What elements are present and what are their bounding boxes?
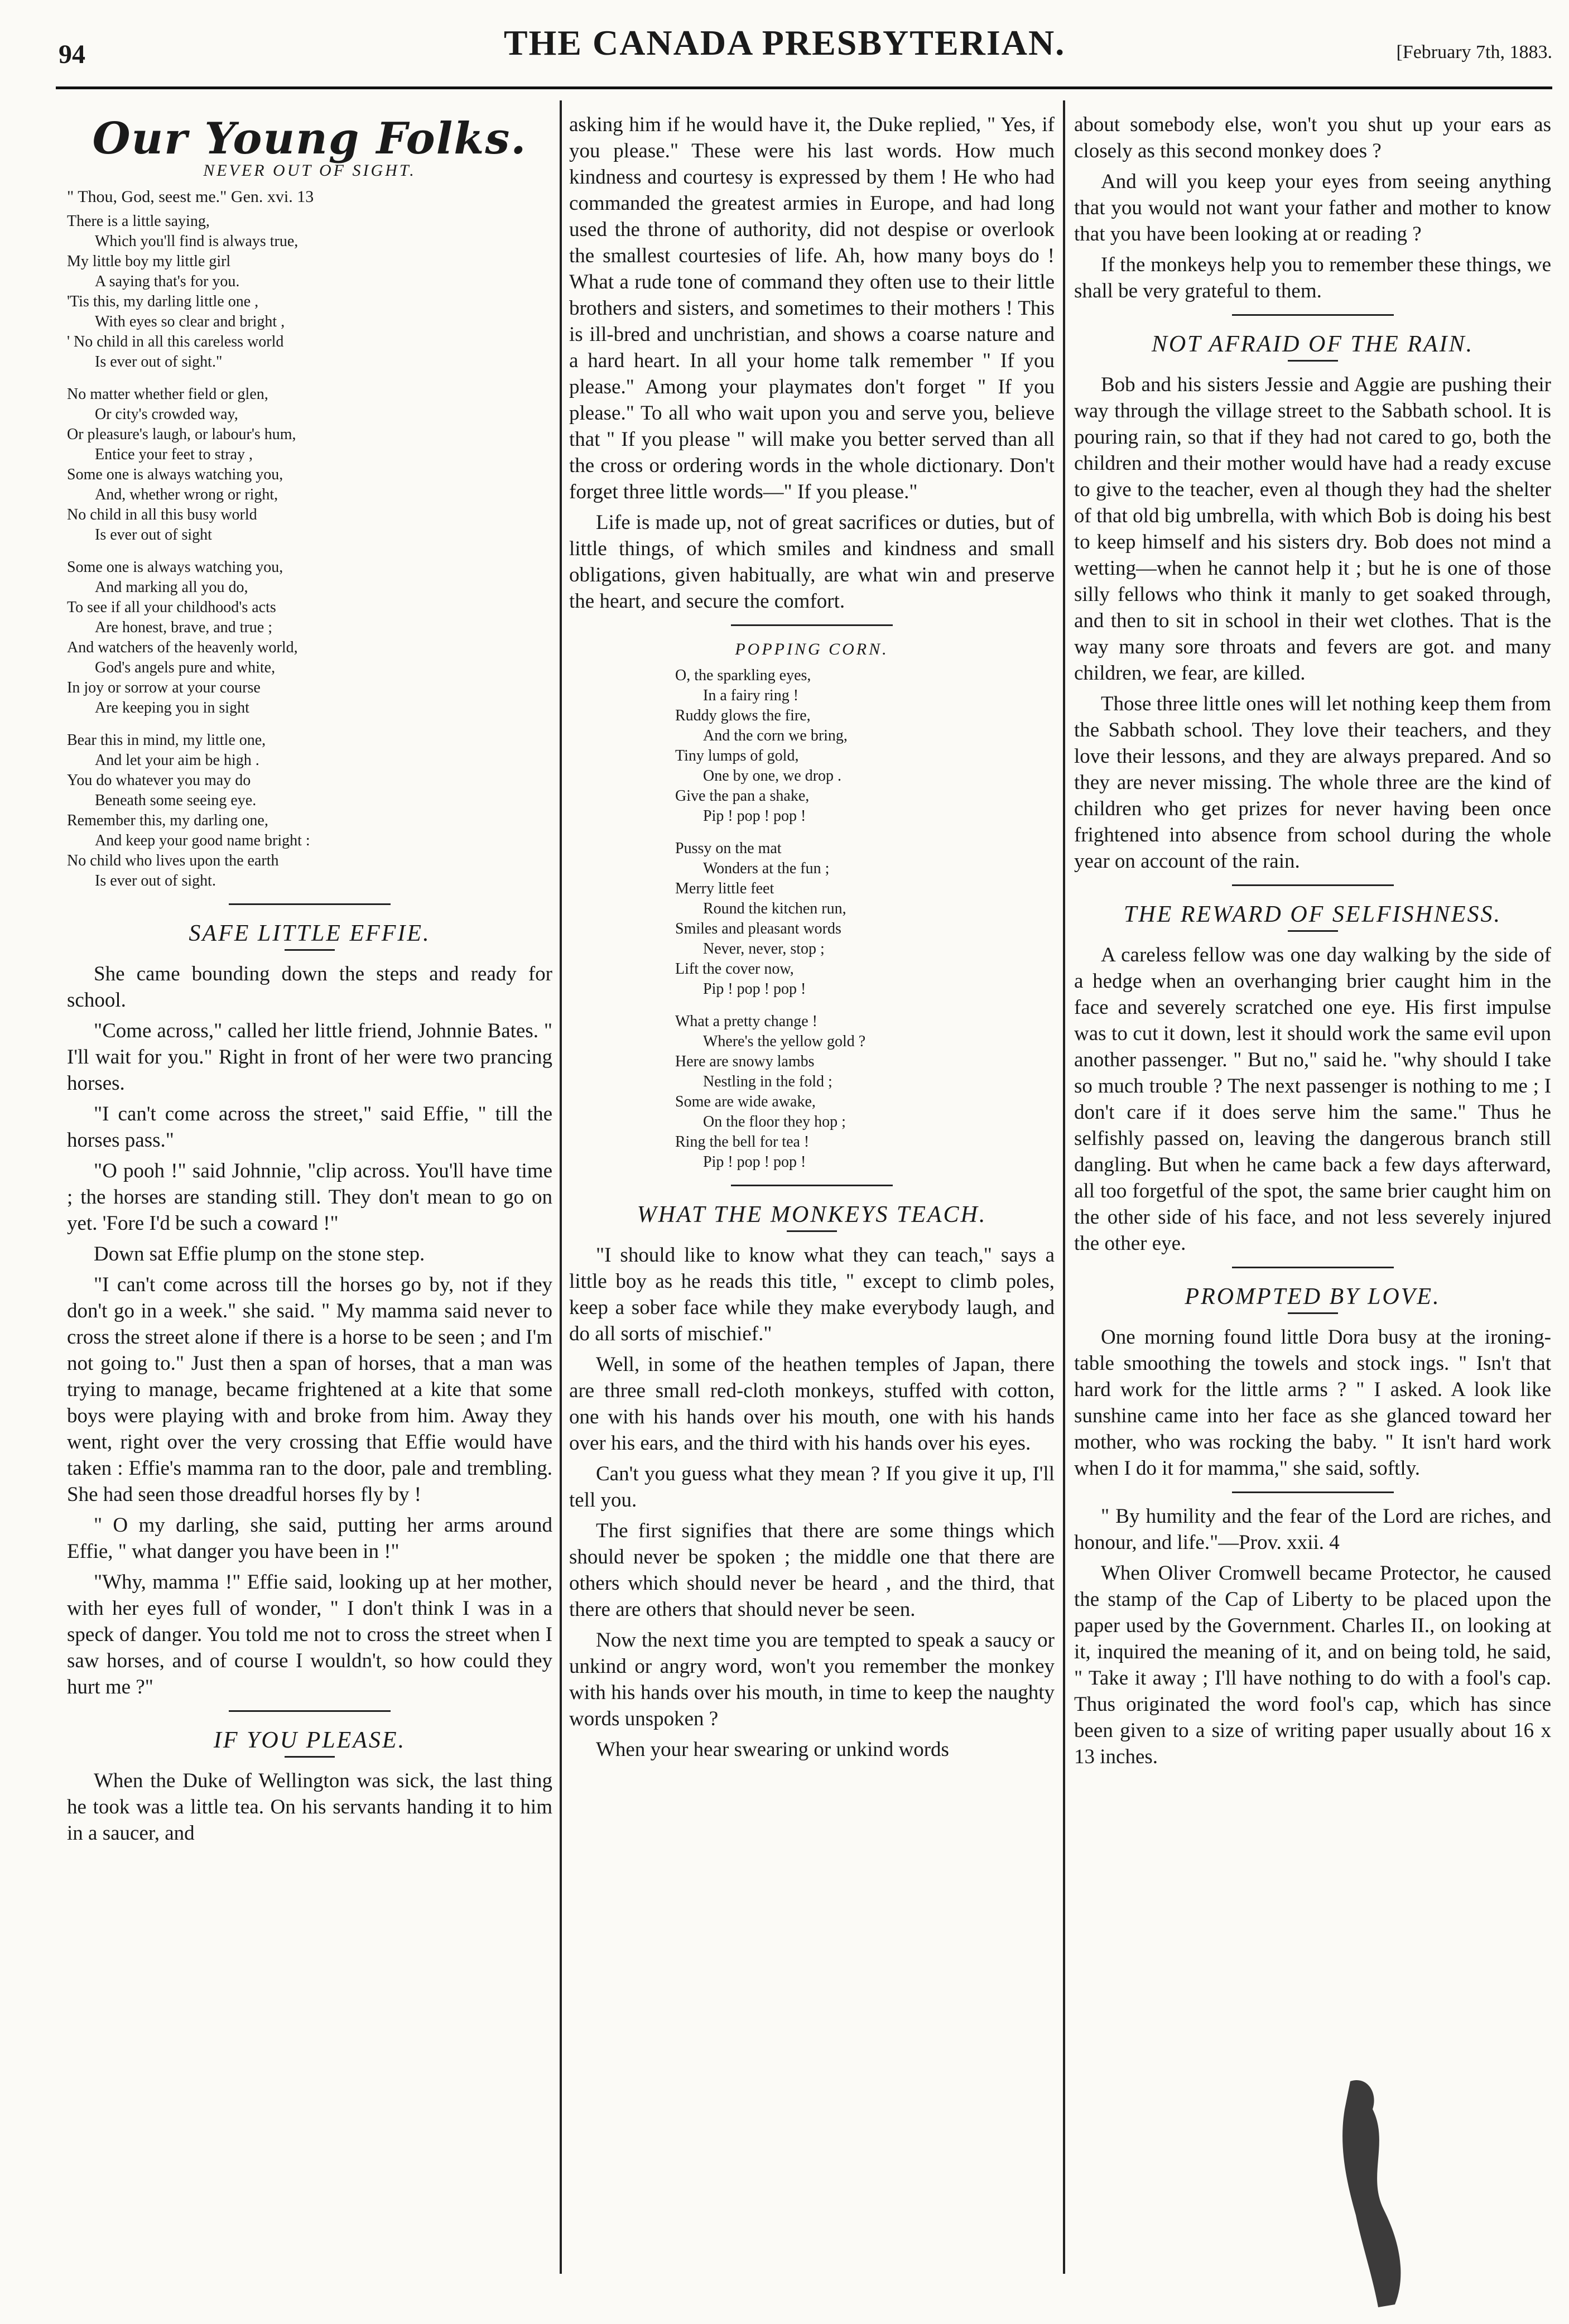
poem-line: No child in all this busy world	[67, 506, 257, 523]
title-rule	[1288, 360, 1338, 362]
poem-line: Some are wide awake,	[675, 1093, 816, 1110]
separator	[229, 903, 391, 905]
poem-line: Never, never, stop ;	[703, 940, 825, 957]
title-rule	[1288, 930, 1338, 932]
article-paragraph: Bob and his sisters Jessie and Aggie are pushing their way through the village street to the Sabbath school. It is pouring rain, so that if they had not cared to go, both the children and their mother would have had a ready excuse to give to the teacher, even al though they had the shelter of that old big umbrella, with which Bob is doing his best to keep himself and his sisters dry. Bob does not mind a wetting—when he cannot help it ; but he is one of those silly fellows who think it manly to get soaked through, and then to sit in school in their wet clothes. That is the way many sore throats and fevers are got. and many children, we fear, are killed.	[1074, 373, 1551, 685]
poem-line: In a fairy ring !	[703, 687, 799, 704]
poem-line: Merry little feet	[675, 880, 774, 897]
column-3	[1074, 112, 1551, 1774]
poem-never-out-of-sight	[67, 187, 552, 891]
article-paragraph: "Come across," called her little friend, Johnnie Bates. " I'll wait for you." Right in front of her were two prancing horses.	[67, 1019, 552, 1095]
article-paragraph: Down sat Effie plump on the stone step.	[94, 1243, 425, 1266]
article-paragraph-cromwell: When Oliver Cromwell became Protector, he caused the stamp of the Cap of Liberty to be placed upon the paper used by the Government. Charles II., on looking at it, inquired the meaning of it, and on being told, he said, " Take it away ; I'll have nothing to do with a fool's cap. Thus originated the word fool's cap, which has since been given to a size of writing paper usually about 16 x 13 inches.	[1074, 1562, 1551, 1768]
poem-line: One by one, we drop .	[703, 767, 842, 785]
separator	[1232, 884, 1394, 886]
article-title: WHAT THE MONKEYS TEACH.	[637, 1202, 987, 1228]
poem-line: No child who lives upon the earth	[67, 852, 279, 869]
page-number: 94	[59, 40, 85, 69]
article-paragraph: Those three little ones will let nothing keep them from the Sabbath school. They love their teachers, and they love their lessons, and they are always prepared. And so they are never missing. The whole three are the kind of children who get prizes for never having been once frightened into absence from school during the whole year on account of the rain.	[1074, 692, 1551, 873]
article-paragraph: A careless fellow was one day walking by the side of a hedge when an overhanging brier caught him in the face and severely scratched one eye. His first impulse was to cut it down, lest it should work the same evil upon another passenger. " But no," said he. "why should I take so much trouble ? The next passenger is nothing to me ; I don't care if it does serve him the same." Thus he selfishly passed on, leaving the dangerous branch still dangling. But when he came back a few days afterward, all too forgetful of the spot, the same brier caught him on the other side of his face, and not less severely injured the other eye.	[1074, 944, 1551, 1255]
poem-line: Here are snowy lambs	[675, 1053, 815, 1070]
poem-line: Which you'll find is always true,	[95, 233, 299, 250]
section-banner: Our Young Folks.	[92, 113, 527, 164]
header-rule	[56, 86, 1552, 89]
article-paragraph: "Why, mamma !" Effie said, looking up at her mother, with her eyes full of wonder, " I don't think I was in a speck of danger. You told me not to cross the street when I saw horses, and of course I wouldn't, so how could they hurt me ?"	[67, 1571, 552, 1699]
poem-line: Or city's crowded way,	[95, 406, 238, 423]
poem-line: What a pretty change !	[675, 1013, 817, 1030]
article-paragraph: "I can't come across the street," said Effie, " till the horses pass."	[67, 1103, 552, 1152]
poem-line: To see if all your childhood's acts	[67, 599, 276, 616]
poem-line: And watchers of the heavenly world,	[67, 639, 298, 656]
title-rule	[285, 1756, 335, 1758]
poem-line: Ruddy glows the fire,	[675, 707, 811, 724]
poem-line: Where's the yellow gold ?	[703, 1033, 866, 1050]
article-paragraph: Life is made up, not of great sacrifices or duties, but of little things, of which smiles and kindness and small obligations, given habitually, are what win and preserve the heart, and secure the comfort.	[569, 511, 1055, 613]
article-paragraph: " O my darling, she said, putting her arms around Effie, " what danger you have been in !"	[67, 1514, 552, 1563]
poem-line: O, the sparkling eyes,	[675, 667, 811, 684]
poem-line: Pip ! pop ! pop !	[703, 807, 806, 825]
article-paragraph: about somebody else, won't you shut up your ears as closely as this second monkey does ?	[1074, 113, 1551, 162]
poem-line: Smiles and pleasant words	[675, 920, 841, 937]
article-body-monkeys	[569, 1242, 1055, 1763]
poem-line: Or pleasure's laugh, or labour's hum,	[67, 426, 296, 443]
poem-line: Pussy on the mat	[675, 840, 782, 857]
article-paragraph: When the Duke of Wellington was sick, the last thing he took was a little tea. On his servants handing it to him in a saucer, and	[67, 1769, 552, 1845]
article-body-effie	[67, 961, 552, 1700]
poem-stanza	[675, 839, 1055, 999]
poem-line: My little boy my little girl	[67, 253, 231, 270]
issue-date: [February 7th, 1883.	[1396, 42, 1552, 62]
poem-line: Give the pan a shake,	[675, 787, 810, 805]
separator	[1232, 1267, 1394, 1268]
poem-epigraph: " Thou, God, seest me." Gen. xvi. 13	[67, 187, 314, 206]
poem-line: With eyes so clear and bright ,	[95, 313, 285, 330]
poem-line: Wonders at the fun ;	[703, 860, 830, 877]
article-paragraph: Can't you guess what they mean ? If you give it up, I'll tell you.	[569, 1462, 1055, 1512]
article-paragraph: She came bounding down the steps and ready for school.	[67, 963, 552, 1012]
poem-stanza	[67, 557, 552, 718]
poem-line: And marking all you do,	[95, 579, 248, 596]
poem-line: And let your aim be high .	[95, 752, 259, 769]
poem-line: Pip ! pop ! pop !	[703, 980, 806, 998]
poem-line: Round the kitchen run,	[703, 900, 846, 917]
poem-line: Ring the bell for tea !	[675, 1133, 810, 1151]
poem-line: Is ever out of sight."	[95, 353, 223, 371]
poem-line: Bear this in mind, my little one,	[67, 732, 266, 749]
article-title: NOT AFRAID OF THE RAIN.	[1151, 331, 1474, 357]
article-body-monkeys-cont	[1074, 112, 1551, 304]
poem-line: Tiny lumps of gold,	[675, 747, 799, 764]
poem-line: Some one is always watching you,	[67, 466, 283, 483]
poem-line: ' No child in all this careless world	[67, 333, 284, 350]
poem-stanza	[67, 211, 552, 372]
poem-stanza	[675, 666, 1055, 826]
poem-line: Remember this, my darling one,	[67, 812, 268, 829]
poem-line: And the corn we bring,	[703, 727, 848, 744]
separator	[1232, 1491, 1394, 1493]
separator	[731, 624, 893, 626]
poem-line: And keep your good name bright :	[95, 832, 310, 849]
poem-popping-corn	[675, 666, 1055, 1172]
article-paragraph: If the monkeys help you to remember these things, we shall be very grateful to them.	[1074, 253, 1551, 302]
poem-line: Some one is always watching you,	[67, 559, 283, 576]
article-title: SAFE LITTLE EFFIE.	[189, 921, 431, 946]
article-title: PROMPTED BY LOVE.	[1185, 1284, 1441, 1310]
column-rule-1	[560, 100, 562, 2274]
poem-line: A saying that's for you.	[95, 273, 240, 290]
article-paragraph: Well, in some of the heathen temples of Japan, there are three small red-cloth monkeys, stuffed with cotton, one with his hands over his mouth, one with his hands over his ears, and the third with his hands over his eyes.	[569, 1353, 1055, 1455]
poem-line: On the floor they hop ;	[703, 1113, 846, 1130]
article-paragraph: asking him if he would have it, the Duke replied, " Yes, if you please." These were his last words. How much kindness and courtesy is expressed by them ! He who had commanded the greatest armies in Europe, and had long used the throne of authority, did not despise or overlook the smallest courtesies of life. Ah, how many boys do ! What a rude tone of command they often use to their little brothers and sisters, and sometimes to their mothers ! This is ill-bred and unchristian, and shows a coarse nature and a hard heart. In all your home talk remember " If you please." Among your playmates don't forget " If you please." To all who wait upon you and serve you, believe that " If you please " will make you better served than all the cross or ordering words in the whole dictionary. Don't forget three little words—" If you please."	[569, 113, 1055, 503]
poem-line: Beneath some seeing eye.	[95, 792, 257, 809]
poem-line: Is ever out of sight.	[95, 872, 216, 889]
scripture-verse: " By humility and the fear of the Lord are riches, and honour, and life."—Prov. xxii. 4	[1074, 1505, 1551, 1554]
poem-line: Are keeping you in sight	[95, 699, 249, 716]
poem-stanza	[67, 384, 552, 545]
poem-line: Pip ! pop ! pop !	[703, 1153, 806, 1171]
article-paragraph: When your hear swearing or unkind words	[596, 1738, 949, 1761]
article-title: IF YOU PLEASE.	[213, 1728, 406, 1753]
title-rule	[285, 949, 335, 951]
article-paragraph: "I should like to know what they can teach," says a little boy as he reads this title, " except to climb poles, keep a sober face while they make everybody laugh, and do all sorts of mischief."	[569, 1244, 1055, 1345]
poem-line: In joy or sorrow at your course	[67, 679, 261, 696]
poem-line: And, whether wrong or right,	[95, 486, 278, 503]
poem-line: You do whatever you may do	[67, 772, 251, 789]
poem-line: Lift the cover now,	[675, 960, 794, 978]
poem-stanzas	[67, 211, 552, 891]
article-paragraph: "I can't come across till the horses go by, not if they don't go in a week." she said. " My mamma said never to cross the street alone if there is a horse to be seen ; and I'm not going to." Just then a span of horses, that a man was trying to manage, became frightened at a kite that some boys were playing with and broke from him. Away they went, right over the very crossing that Effie would have taken : Effie's mamma ran to the door, pale and trembling. She had seen those dreadful horses fly by !	[67, 1273, 552, 1506]
poem-title: POPPING CORN.	[735, 640, 889, 658]
article-body-rain	[1074, 372, 1551, 874]
poem-line: Is ever out of sight	[95, 526, 212, 543]
article-body-please-cont	[569, 112, 1055, 614]
separator	[1232, 314, 1394, 316]
article-paragraph: And will you keep your eyes from seeing anything that you would not want your father and mother to know that you have been looking at or reading ?	[1074, 170, 1551, 246]
poem-line: Entice your feet to stray ,	[95, 446, 253, 463]
separator	[731, 1185, 893, 1186]
column-2	[569, 112, 1055, 1767]
poem-line: Nestling in the fold ;	[703, 1073, 832, 1090]
title-rule	[1288, 1312, 1338, 1314]
ink-stain-icon	[1328, 2076, 1412, 2310]
separator	[229, 1710, 391, 1712]
column-rule-2	[1063, 100, 1065, 2274]
article-paragraph: One morning found little Dora busy at the ironing-table smoothing the towels and stock ings. " Isn't that hard work for the little arms ? " I asked. A look like sunshine came into her face as she glanced toward her mother, who was rocking the baby. " It isn't hard work when I do it for mamma," she said, softly.	[1074, 1326, 1551, 1480]
article-paragraph: Now the next time you are tempted to speak a saucy or unkind or angry word, won't you remember the monkey with his hands over his mouth, in time to keep the naughty words unspoken ?	[569, 1629, 1055, 1730]
poem-line: 'Tis this, my darling little one ,	[67, 293, 259, 310]
article-paragraph: The first signifies that there are some things which should never be spoken ; the middle one that there are others which should never be heard , and the third, that there are others that should never be seen.	[569, 1519, 1055, 1621]
poem-line: There is a little saying,	[67, 213, 210, 230]
poem-stanza	[675, 1012, 1055, 1172]
poem-line: No matter whether field or glen,	[67, 386, 268, 403]
poem-line: Are honest, brave, and true ;	[95, 619, 272, 636]
article-paragraph: "O pooh !" said Johnnie, "clip across. You'll have time ; the horses are standing still. They don't mean to go on yet. 'Fore I'd be such a coward !"	[67, 1159, 552, 1235]
column-1	[67, 112, 552, 1851]
poem-title: NEVER OUT OF SIGHT.	[203, 161, 416, 180]
article-title: THE REWARD OF SELFISHNESS.	[1124, 902, 1501, 927]
masthead-title: THE CANADA PRESBYTERIAN.	[503, 23, 1066, 62]
poem-line: God's angels pure and white,	[95, 659, 276, 676]
title-rule	[787, 1230, 837, 1232]
poem-stanza	[67, 730, 552, 891]
